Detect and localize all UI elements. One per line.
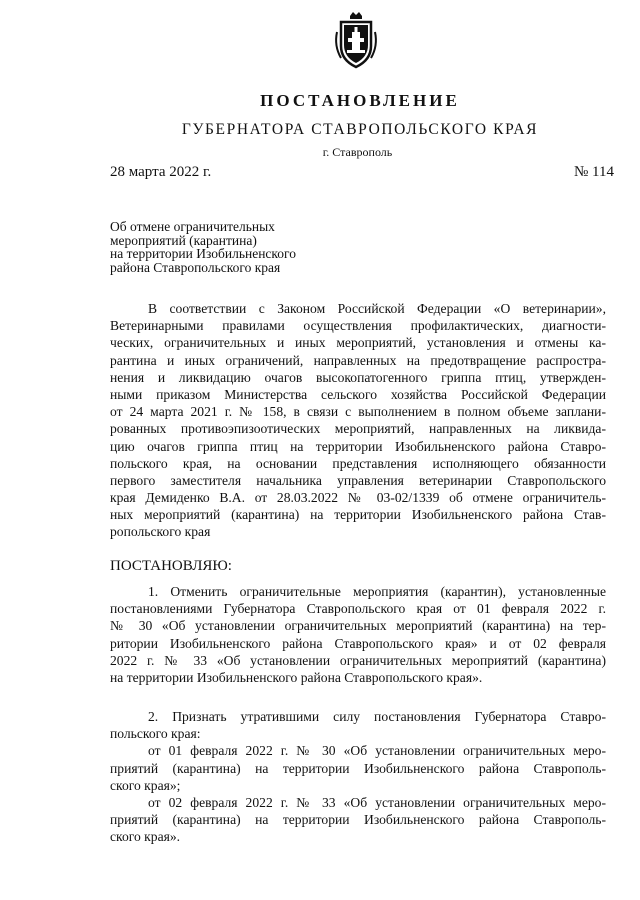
document-subject [110, 220, 350, 274]
item-1-line: на территории Изобильненского района Ставропольского края». [110, 669, 483, 685]
preamble-line: польского края, на основании представления исполняющего обязанности [110, 455, 606, 471]
preamble-line: ческих, ограничительных и иных мероприятий, установления и отмены ка- [110, 335, 606, 351]
item-2-line: от 02 февраля 2022 г. № 33 «Об установлении ограничительных меро- [148, 794, 606, 810]
item-2-line: 2. Признать утратившими силу постановления Губернатора Ставро- [148, 709, 606, 724]
document-number: № 114 [573, 164, 614, 180]
preamble-line: ных мероприятий (карантина) на территории Изобильненского района Став- [110, 507, 606, 523]
item-1-line: 2022 г. № 33 «Об установлении ограничительных мероприятий (карантина) [110, 652, 606, 668]
preamble-line: ными приказом Министерства сельского хозяйства Российской Федерации [110, 386, 606, 402]
city: г. Ставрополь [322, 145, 393, 159]
item-2-paragraph [110, 708, 606, 846]
item-1-line: ритории Изобильненского района Ставропольского края» и от 02 февраля [110, 635, 606, 651]
preamble-line: рантина и иных ограничений, направленных на предотвращение распростра- [110, 352, 606, 368]
coat-of-arms-icon [332, 10, 380, 70]
preamble-line: Ветеринарными правилами осуществления профилактических, диагности- [110, 318, 606, 334]
item-1-paragraph [110, 583, 606, 686]
document-date: 28 марта 2022 г. [110, 164, 212, 180]
item-1-line: 1. Отменить ограничительные мероприятия (карантин), установленные [148, 584, 606, 599]
issuer: ГУБЕРНАТОРА СТАВРОПОЛЬСКОГО КРАЯ [181, 121, 539, 138]
item-1-line: постановлениями Губернатора Ставропольского края от 01 февраля 2022 г. [110, 601, 606, 617]
preamble-line: края Демиденко В.А. от 28.03.2022 № 03-02/1339 об отмене ограничитель- [110, 490, 606, 506]
preamble-line: от 24 марта 2021 г. № 158, в связи с выполнением в полном объеме заплани- [110, 404, 606, 420]
item-2-line: приятий (карантина) на территории Изобильненского района Ставрополь- [110, 812, 606, 828]
subject-line: района Ставропольского края [110, 259, 281, 275]
item-2-line: ского края». [110, 829, 181, 845]
preamble-line: ропольского края [110, 524, 211, 540]
preamble-line: В соответствии с Законом Российской Федерации «О ветеринарии», [148, 301, 606, 316]
item-2-line: ского края»; [110, 777, 181, 793]
preamble-line: цию очагов гриппа птиц на территории Изобильненского района Ставро- [110, 438, 606, 454]
subject-line: на территории Изобильненского [110, 246, 297, 261]
item-1-line: № 30 «Об установлении ограничительных мероприятий (карантина) на тер- [110, 618, 606, 634]
item-2-line: от 01 февраля 2022 г. № 30 «Об установлении ограничительных меро- [148, 743, 606, 759]
item-2-line: приятий (карантина) на территории Изобильненского района Ставрополь- [110, 760, 606, 776]
preamble-line: рованных противоэпизоотических мероприятий, направленных на ликвида- [110, 421, 606, 437]
preamble-line: первого заместителя начальника управления ветеринарии Ставропольского [110, 472, 606, 488]
item-2-line: польского края: [110, 726, 201, 742]
preamble-line: нения и ликвидацию очагов высокопатогенного гриппа птиц, утвержден- [110, 369, 606, 385]
preamble-paragraph [110, 300, 606, 541]
subject-line: Об отмене ограничительных [110, 219, 275, 234]
subject-line: мероприятий (карантина) [110, 232, 257, 248]
document-type: ПОСТАНОВЛЕНИЕ [260, 91, 460, 110]
resolve-heading: ПОСТАНОВЛЯЮ: [110, 558, 232, 574]
